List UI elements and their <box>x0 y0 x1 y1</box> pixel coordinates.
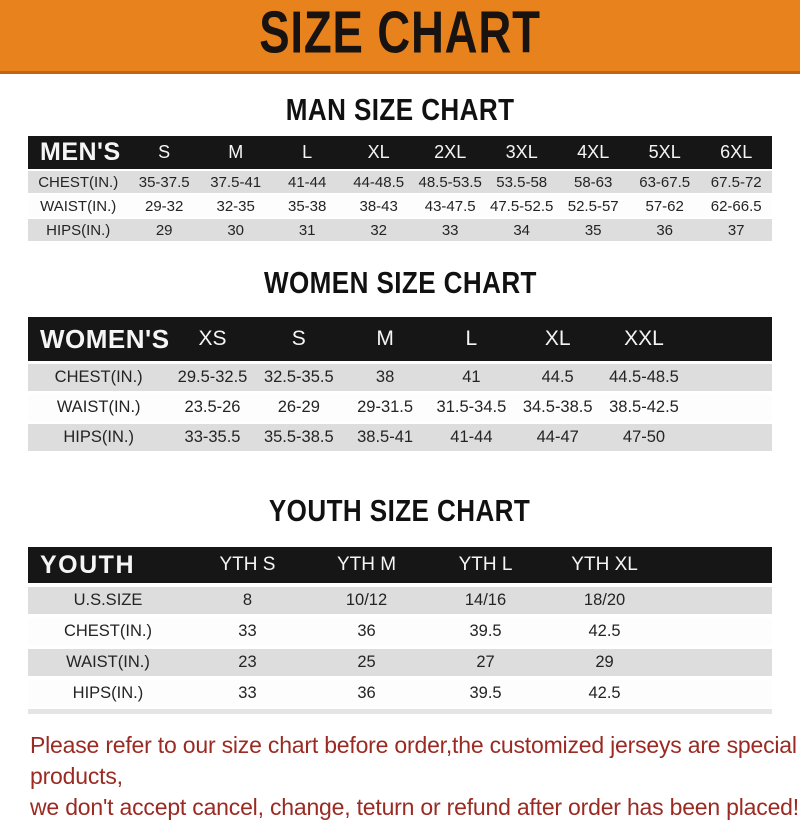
table-cell: 44-48.5 <box>353 173 405 191</box>
column-header: YTH L <box>458 554 513 575</box>
table-cell: 30 <box>227 221 245 239</box>
section-heading-text: MAN SIZE CHART <box>285 92 515 127</box>
column-header: XS <box>198 327 227 350</box>
page-title: SIZE CHART <box>259 0 541 67</box>
table-cell: 18/20 <box>583 591 626 609</box>
table-cell: 43-47.5 <box>424 197 476 215</box>
table-cell: 39.5 <box>469 684 502 702</box>
table-cell: 29 <box>595 653 614 671</box>
table-cell: 33 <box>441 221 459 239</box>
column-header: S <box>291 327 306 350</box>
row-label: WAIST(IN.) <box>40 197 117 215</box>
table-header-row <box>28 547 772 583</box>
table-cell: 44-47 <box>536 428 579 446</box>
section-man-size-chart <box>0 92 800 241</box>
table-cell: 8 <box>242 591 253 609</box>
table-cell: 14/16 <box>464 591 507 609</box>
banner <box>0 0 800 74</box>
table-row <box>28 394 772 421</box>
column-header: S <box>158 142 171 162</box>
table-cell: 34.5-38.5 <box>522 398 593 416</box>
column-header: XL <box>367 142 390 162</box>
table-cell: 44.5-48.5 <box>609 368 679 386</box>
table-row <box>28 195 772 217</box>
table-cell: 34 <box>513 221 531 239</box>
table-cell: 25 <box>357 653 376 671</box>
table-cell: 38-43 <box>359 197 398 215</box>
table-cell: 10/12 <box>345 591 388 609</box>
table-cell: 44.5 <box>541 368 574 386</box>
column-header: 2XL <box>434 142 467 162</box>
table-cell: 32 <box>370 221 388 239</box>
table-cell: 31 <box>298 221 316 239</box>
column-header: L <box>302 142 313 162</box>
women-size-chart-heading <box>0 265 800 301</box>
table-cell: 57-62 <box>645 197 684 215</box>
column-header: YTH S <box>219 554 276 575</box>
column-header: M <box>376 327 394 350</box>
table-cell: 32-35 <box>216 197 255 215</box>
table-cell: 37.5-41 <box>210 173 262 191</box>
section-heading-text: YOUTH SIZE CHART <box>269 493 531 528</box>
row-label: HIPS(IN.) <box>46 221 111 239</box>
table-cell: 27 <box>476 653 495 671</box>
table-header-row <box>28 136 772 169</box>
table-header-label: WOMEN'S <box>40 323 170 354</box>
table-cell: 41 <box>462 368 481 386</box>
column-header: 6XL <box>720 142 753 162</box>
table-cell: 48.5-53.5 <box>418 173 482 191</box>
youth-size-chart-heading <box>0 493 800 529</box>
table-row <box>28 171 772 193</box>
table-cell: 37 <box>727 221 745 239</box>
table-cell: 52.5-57 <box>567 197 619 215</box>
section-women-size-chart <box>0 265 800 451</box>
table-cell: 31.5-34.5 <box>436 398 507 416</box>
table-cell: 23 <box>238 653 257 671</box>
table-cell: 33 <box>238 684 257 702</box>
table-cell: 26-29 <box>277 398 320 416</box>
man-size-table <box>28 136 772 241</box>
column-header: YTH M <box>336 554 397 575</box>
column-header: 4XL <box>577 142 610 162</box>
column-header: XXL <box>624 327 664 350</box>
table-cell: 35-38 <box>288 197 327 215</box>
table-row <box>28 219 772 241</box>
table-cell: 36 <box>357 684 376 702</box>
table-cell: 29-31.5 <box>357 398 414 416</box>
table-cell: 67.5-72 <box>710 173 762 191</box>
table-row <box>28 364 772 391</box>
row-label: WAIST(IN.) <box>56 398 141 416</box>
table-cell: 29.5-32.5 <box>177 368 248 386</box>
women-size-table <box>28 317 772 451</box>
table-cell: 39.5 <box>469 622 502 640</box>
table-header-label: MEN'S <box>40 138 121 166</box>
row-label: HIPS(IN.) <box>72 684 144 702</box>
disclaimer-line-2: we don't accept cancel, change, teturn or refund after order has been placed! <box>30 794 799 820</box>
table-cell: 35-37.5 <box>138 173 190 191</box>
table-cell: 23.5-26 <box>184 398 241 416</box>
row-label: U.S.SIZE <box>73 591 143 609</box>
table-cell: 38.5-41 <box>357 428 414 446</box>
table-cell: 33 <box>238 622 257 640</box>
table-cell: 33-35.5 <box>184 428 241 446</box>
youth-size-table <box>28 547 772 714</box>
table-cell: 63-67.5 <box>639 173 691 191</box>
table-cell: 38.5-42.5 <box>609 398 679 416</box>
row-label: CHEST(IN.) <box>63 622 152 640</box>
table-row <box>28 587 772 614</box>
column-header: 5XL <box>648 142 681 162</box>
row-label: WAIST(IN.) <box>66 653 150 671</box>
table-header-row <box>28 317 772 361</box>
column-header: L <box>465 327 478 350</box>
row-label: CHEST(IN.) <box>54 368 143 386</box>
section-youth-size-chart <box>0 493 800 714</box>
table-cell: 58-63 <box>574 173 613 191</box>
table-cell: 35 <box>584 221 602 239</box>
table-cell: 42.5 <box>588 684 621 702</box>
table-cell: 29-32 <box>145 197 184 215</box>
table-cell: 47-50 <box>622 428 666 446</box>
table-cell: 62-66.5 <box>710 197 762 215</box>
table-cell: 32.5-35.5 <box>263 368 334 386</box>
table-row <box>28 649 772 676</box>
table-cell: 41-44 <box>450 428 493 446</box>
table-cell: 35.5-38.5 <box>263 428 334 446</box>
disclaimer <box>30 730 800 823</box>
table-row <box>28 680 772 707</box>
column-header: XL <box>544 327 571 350</box>
table-cell: 53.5-58 <box>496 173 548 191</box>
table-row <box>28 424 772 451</box>
table-cell: 42.5 <box>588 622 621 640</box>
table-cell: 41-44 <box>288 173 327 191</box>
disclaimer-line-1: Please refer to our size chart before order,the customized jerseys are special products, <box>30 732 797 789</box>
table-cell: 36 <box>357 622 376 640</box>
table-cell: 36 <box>656 221 674 239</box>
table-cell: 38 <box>375 368 395 386</box>
column-header: M <box>228 142 244 162</box>
man-size-chart-heading <box>0 92 800 128</box>
table-cell: 47.5-52.5 <box>489 197 554 215</box>
row-label: HIPS(IN.) <box>63 428 134 446</box>
table-row <box>28 618 772 645</box>
row-label: CHEST(IN.) <box>38 173 119 191</box>
table-cell: 29 <box>155 221 173 239</box>
section-heading-text: WOMEN SIZE CHART <box>263 265 537 300</box>
column-header: YTH XL <box>571 554 638 575</box>
table-header-label: YOUTH <box>40 550 135 579</box>
sections-container <box>0 92 800 714</box>
column-header: 3XL <box>505 142 538 162</box>
